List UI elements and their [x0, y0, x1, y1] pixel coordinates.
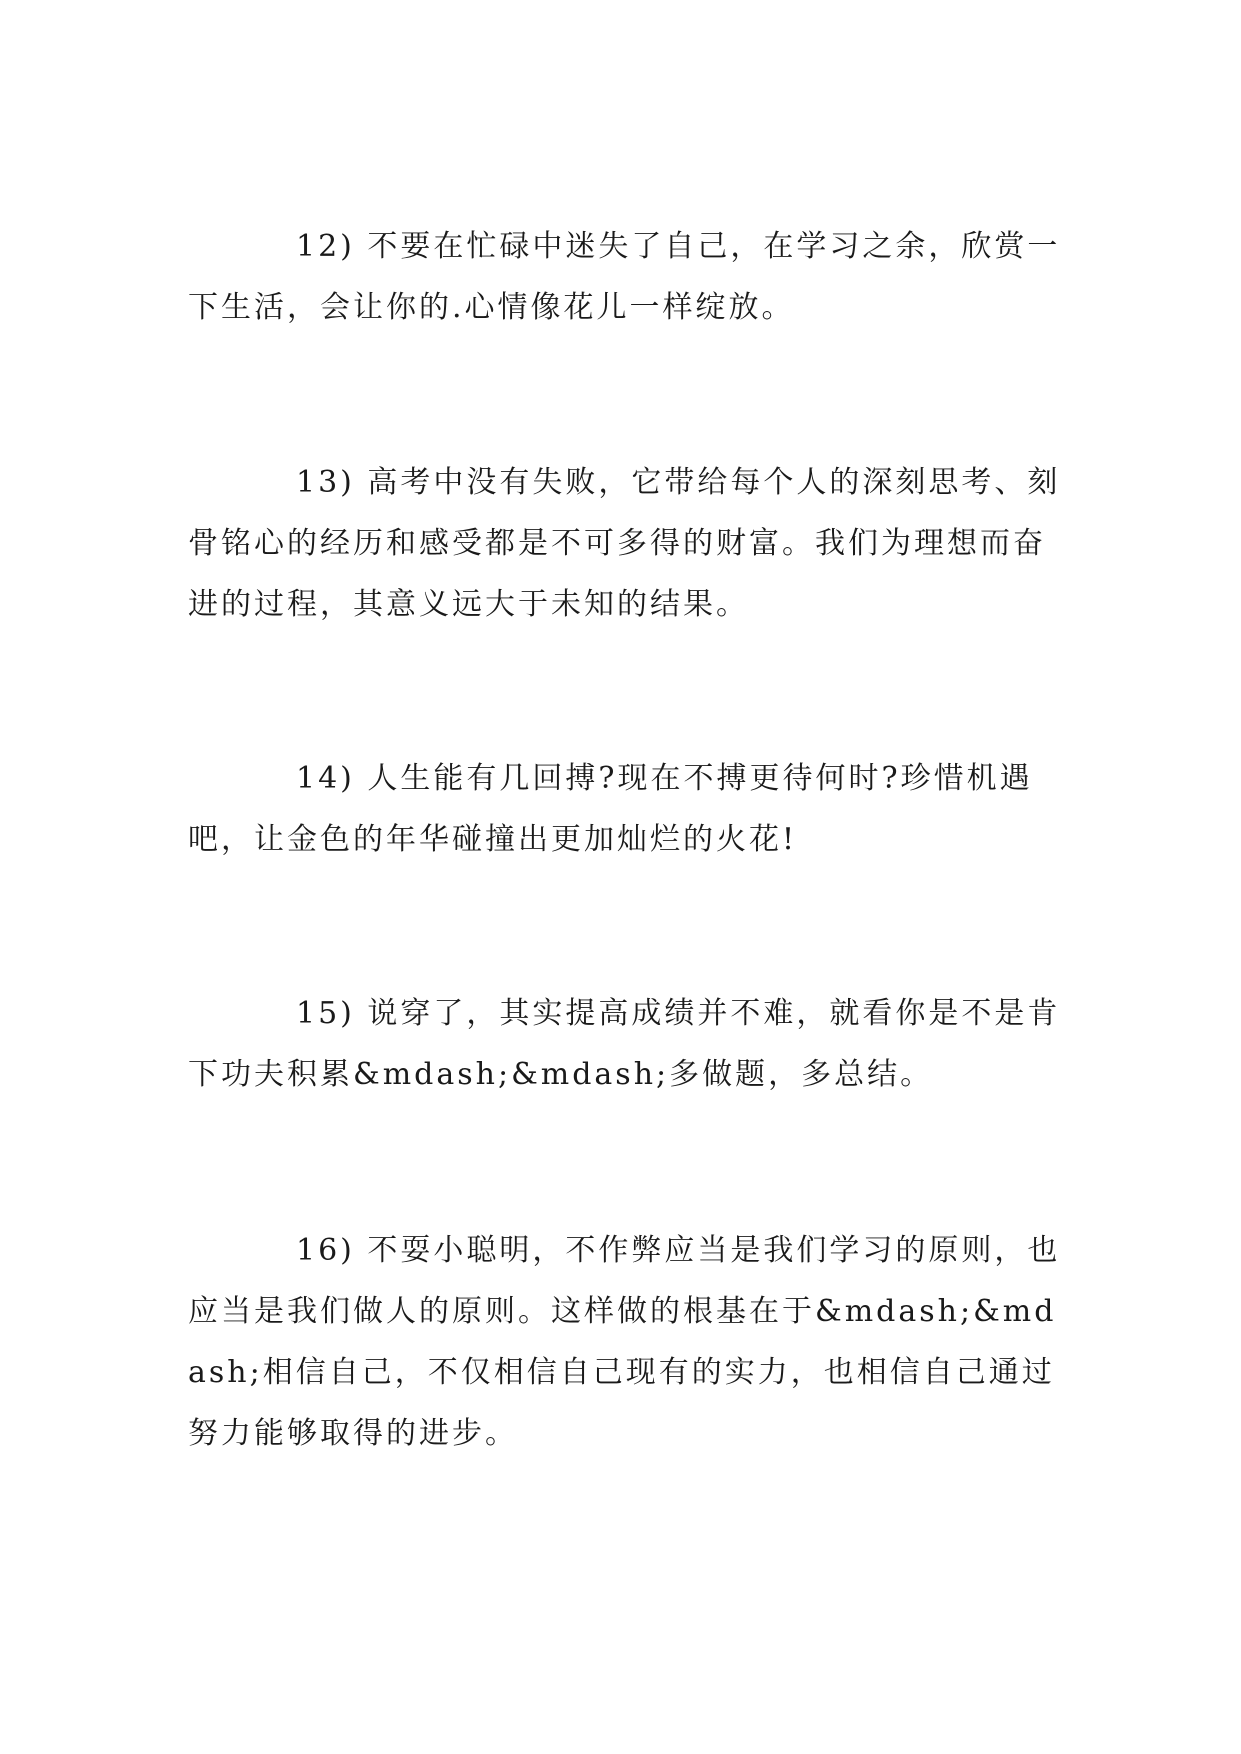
paragraph-12: 12) 不要在忙碌中迷失了自己，在学习之余，欣赏一下生活，会让你的.心情像花儿一样绽放。 — [188, 229, 1061, 325]
paragraph-16: 16) 不耍小聪明，不作弊应当是我们学习的原则，也应当是我们做人的原则。这样做的根基在于&mdash;&mdash;相信自己，不仅相信自己现有的实力，也相信自己通过努力能够取得的进步。 — [188, 1233, 1061, 1451]
paragraph-14: 14) 人生能有几回搏?现在不搏更待何时?珍惜机遇吧，让金色的年华碰撞出更加灿烂的火花! — [188, 761, 1033, 857]
paragraph-15: 15) 说穿了，其实提高成绩并不难，就看你是不是肯下功夫积累&mdash;&mdash;多做题，多总结。 — [188, 996, 1061, 1092]
paragraph-13: 13) 高考中没有失败，它带给每个人的深刻思考、刻骨铭心的经历和感受都是不可多得的财富。我们为理想而奋进的过程，其意义远大于未知的结果。 — [188, 465, 1061, 622]
